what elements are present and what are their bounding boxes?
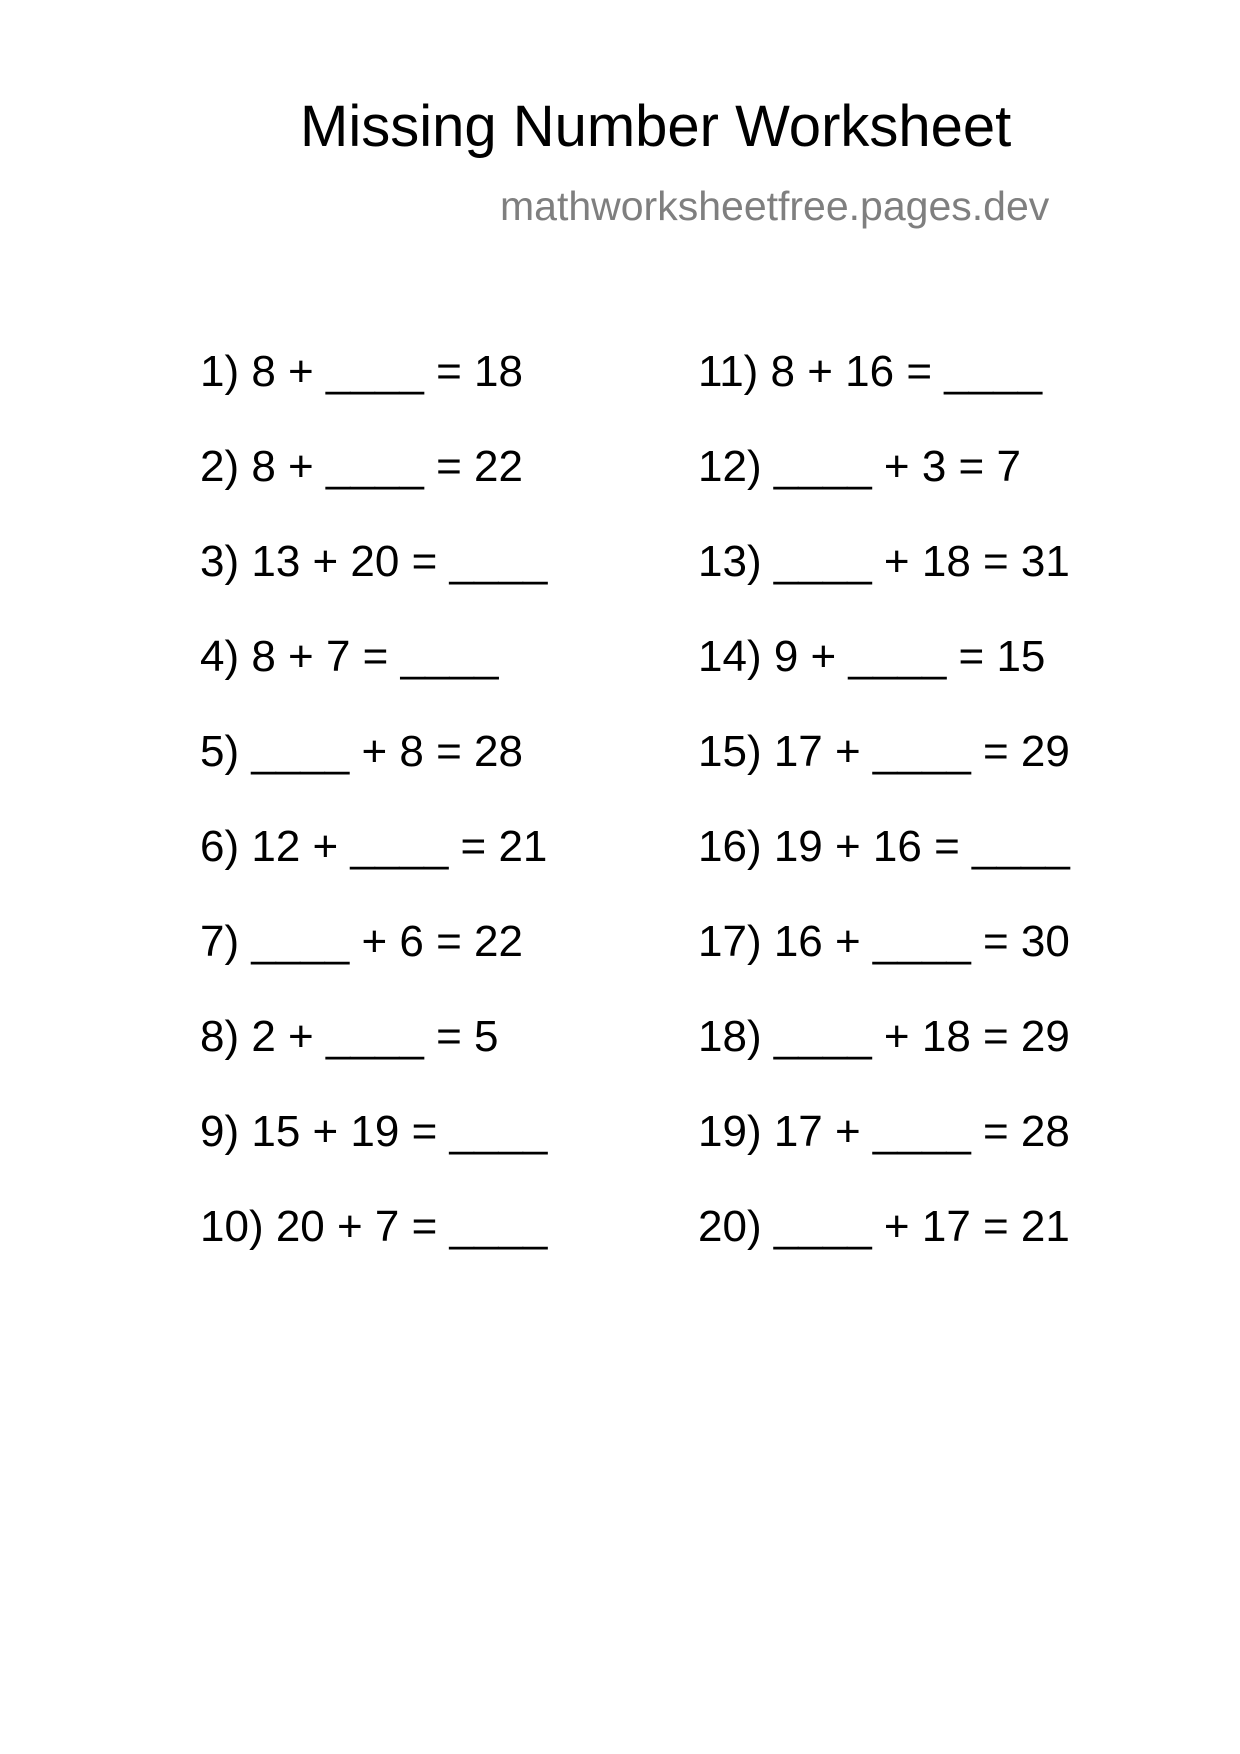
problem-item: 15) 17 + ____ = 29 — [698, 727, 1070, 776]
problem-item: 7) ____ + 6 = 22 — [200, 917, 523, 966]
problem-item: 14) 9 + ____ = 15 — [698, 632, 1046, 681]
problem-item: 3) 13 + 20 = ____ — [200, 537, 548, 586]
source-url: mathworksheetfree.pages.dev — [500, 183, 1050, 229]
problem-item: 1) 8 + ____ = 18 — [200, 347, 523, 396]
problem-item: 10) 20 + 7 = ____ — [200, 1202, 548, 1251]
problem-item: 20) ____ + 17 = 21 — [698, 1202, 1070, 1251]
problem-column-left — [200, 347, 548, 1300]
worksheet-title: Missing Number Worksheet — [300, 94, 1012, 159]
problem-column-right — [698, 347, 1070, 1300]
problem-item: 11) 8 + 16 = ____ — [698, 347, 1043, 396]
problem-item: 5) ____ + 8 = 28 — [200, 727, 523, 776]
problem-item: 4) 8 + 7 = ____ — [200, 632, 499, 681]
problem-item: 6) 12 + ____ = 21 — [200, 822, 548, 871]
problem-item: 19) 17 + ____ = 28 — [698, 1107, 1070, 1156]
problem-item: 13) ____ + 18 = 31 — [698, 537, 1070, 586]
problem-item: 2) 8 + ____ = 22 — [200, 442, 523, 491]
problem-item: 9) 15 + 19 = ____ — [200, 1107, 548, 1156]
problem-item: 12) ____ + 3 = 7 — [698, 442, 1021, 491]
problem-item: 16) 19 + 16 = ____ — [698, 822, 1070, 871]
problem-item: 17) 16 + ____ = 30 — [698, 917, 1070, 966]
problem-item: 18) ____ + 18 = 29 — [698, 1012, 1070, 1061]
problem-item: 8) 2 + ____ = 5 — [200, 1012, 499, 1061]
